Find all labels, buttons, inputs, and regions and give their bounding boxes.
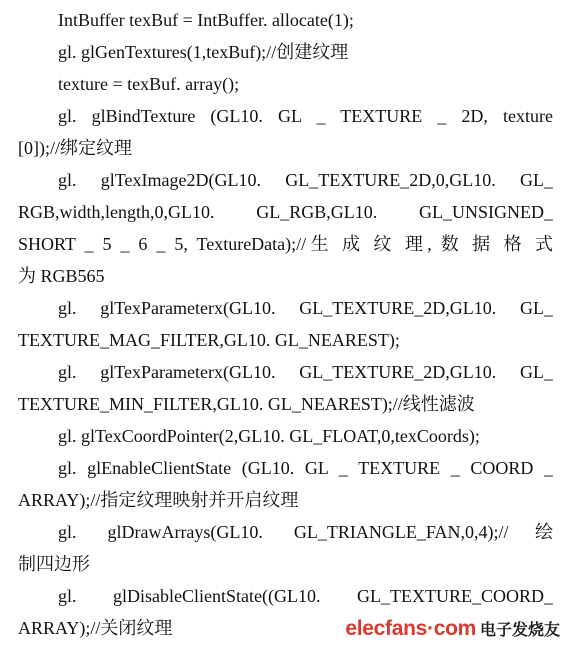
code-line: texture = texBuf. array(); [58, 74, 240, 94]
code-line: 制四边形 [18, 554, 90, 574]
code-line: ARRAY);//关闭纹理 [18, 618, 173, 638]
code-line: gl. glGenTextures(1,texBuf);//创建纹理 [58, 42, 349, 62]
code-line: TEXTURE_MIN_FILTER,GL10. GL_NEAREST);//线性滤波 [18, 394, 475, 414]
code-line: ARRAY);//指定纹理映射并开启纹理 [18, 490, 299, 510]
code-line: [0]);//绑定纹理 [18, 138, 132, 158]
watermark-chinese: 电子发烧友 [479, 622, 560, 639]
elecfans-watermark [345, 617, 560, 643]
code-line: gl. glTexParameterx(GL10. GL_TEXTURE_2D,GL10. GL_ [58, 362, 553, 382]
watermark-brand: elecfans·com [345, 617, 476, 640]
code-line: IntBuffer texBuf = IntBuffer. allocate(1); [58, 10, 354, 30]
code-line: 为 RGB565 [18, 266, 105, 286]
code-line: gl. glTexCoordPointer(2,GL10. GL_FLOAT,0,texCoords); [58, 426, 480, 446]
code-line: TEXTURE_MAG_FILTER,GL10. GL_NEAREST); [18, 330, 400, 350]
code-line: RGB,width,length,0,GL10. GL_RGB,GL10. GL_UNSIGNED_ [18, 202, 553, 222]
code-line: gl. glDrawArrays(GL10. GL_TRIANGLE_FAN,0,4);//绘 [58, 522, 553, 542]
code-line: gl. glTexParameterx(GL10. GL_TEXTURE_2D,GL10. GL_ [58, 298, 553, 318]
code-line: gl. glEnableClientState (GL10. GL _ TEXTURE _ COORD _ [58, 458, 553, 478]
code-line: gl. glTexImage2D(GL10. GL_TEXTURE_2D,0,GL10. GL_ [58, 170, 553, 190]
code-line: gl. glBindTexture (GL10. GL _ TEXTURE _ 2D, texture [58, 106, 553, 126]
code-line: SHORT _ 5 _ 6 _ 5, TextureData);//生 成 纹 理, 数 据 格 式 [18, 234, 553, 254]
code-line: gl. glDisableClientState((GL10. GL_TEXTURE_COORD_ [58, 586, 553, 606]
